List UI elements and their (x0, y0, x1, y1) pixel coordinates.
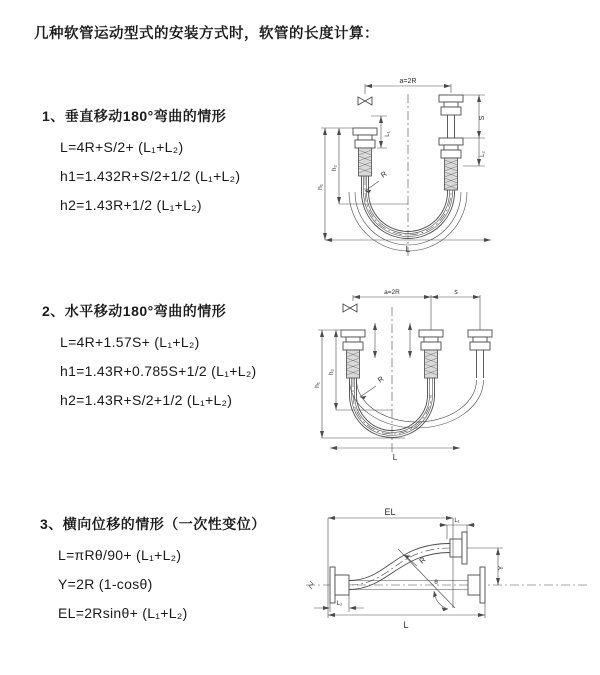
dimension-label: s (454, 289, 458, 296)
dimension-l2 (314, 595, 364, 612)
dimension-label: a=2R (399, 78, 417, 85)
dimension-label: L (392, 453, 398, 462)
hose-braid (445, 158, 458, 190)
dimension-label: R (417, 555, 428, 566)
flange-top-right (450, 532, 467, 564)
section-3 (40, 514, 266, 621)
dimension-label: L (405, 244, 411, 254)
dimension-label: L (403, 620, 409, 630)
hose-end-right-moved (468, 330, 492, 378)
section-3-heading: 3、横向位移的情形（一次性变位） (40, 516, 266, 532)
section-2-heading: 2、水平移动180°弯曲的情形 (42, 303, 227, 319)
valve-icon (358, 97, 372, 105)
dimension-label: h₂ (328, 368, 335, 376)
dimension-h1 (317, 128, 353, 240)
dimension-label: h₂ (331, 164, 338, 172)
dimension-label: S (479, 115, 486, 121)
hose-braid (347, 350, 360, 378)
dimension-label: L₂ (480, 151, 486, 157)
formula-line: h1=1.43R+0.785S+1/2 (L₁+L₂) (60, 363, 257, 379)
page-title: 几种软管运动型式的安装方式时，软管的长度计算： (34, 26, 379, 42)
dimension-a2r (365, 78, 451, 94)
formula-line: h1=1.432R+S/2+1/2 (L₁+L₂) (60, 168, 241, 184)
dimension-label: a=2R (384, 289, 400, 296)
angle-theta (398, 549, 455, 611)
section-2 (42, 301, 257, 408)
diagram-horizontal-180-bend (310, 283, 595, 465)
formula-line: Y=2R (1-cosθ) (58, 576, 153, 592)
formula-line: L=4R+1.57S+ (L₁+L₂) (60, 334, 200, 350)
formula-line: EL=2Rsinθ+ (L₁+L₂) (58, 605, 188, 621)
dimension-s (431, 289, 480, 299)
formula-line: L=4R+S/2+ (L₁+L₂) (60, 139, 184, 155)
radius-callout (360, 374, 386, 399)
dimension-label: R (378, 169, 389, 180)
formula-line: h2=1.43R+S/2+1/2 (L₁+L₂) (60, 392, 233, 408)
hose-end-right (439, 95, 463, 190)
dimension-l (328, 567, 485, 630)
dimension-label: θ (434, 579, 438, 586)
dimension-label: R (375, 374, 386, 385)
diagram-vertical-180-bend (313, 72, 583, 260)
dimension-l2 (463, 138, 486, 166)
diagram-lateral-displacement (298, 505, 598, 653)
hose-end-middle (419, 330, 443, 378)
section-1 (42, 106, 240, 213)
dimension-label: L₁ (385, 131, 391, 137)
hose-end-left (353, 128, 377, 176)
dimension-l1 (439, 518, 475, 539)
dimension-a2r (353, 289, 480, 330)
dimension-label: L₁ (454, 518, 460, 524)
formula-line: L=πRθ/90+ (L₁+L₂) (58, 547, 182, 563)
hose-braid (359, 148, 372, 176)
dimension-label: Y (498, 565, 505, 571)
dimension-label: EL (384, 507, 396, 517)
flange-left (330, 567, 349, 603)
section-1-heading: 1、垂直移动180°弯曲的情形 (42, 108, 227, 124)
dimension-l (325, 238, 491, 254)
hose-end-left (341, 330, 365, 378)
valve-icon (343, 304, 357, 312)
dimension-label: h₁ (317, 184, 324, 190)
dimension-s (463, 95, 486, 138)
formula-line: h2=1.43R+1/2 (L₁+L₂) (60, 197, 202, 213)
dimension-l (330, 446, 460, 462)
hose-braid (425, 350, 438, 378)
dimension-label: L₂ (336, 601, 343, 607)
dimension-small (373, 323, 412, 358)
dimension-label: h₁ (314, 382, 321, 388)
